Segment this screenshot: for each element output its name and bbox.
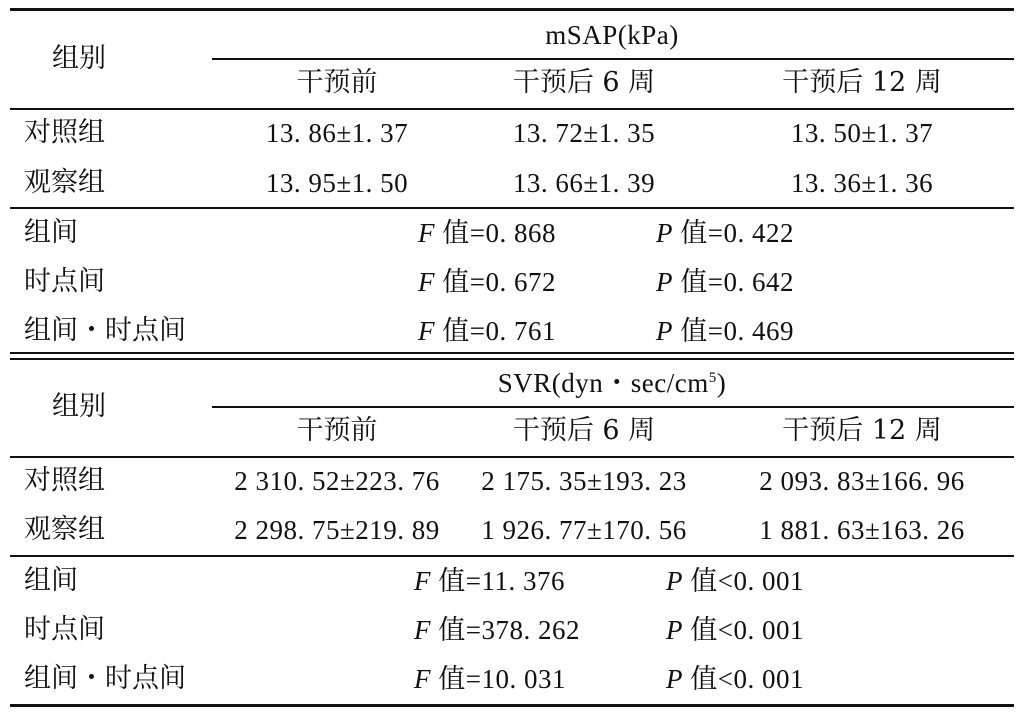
header-bottom-rule [10, 108, 1014, 110]
measure-header-msap: mSAP(kPa) [545, 20, 679, 50]
table-cell: 13. 66±1. 39 [512, 168, 656, 198]
stat-label-time-points: 时点间 [24, 266, 105, 297]
table-cell: 13. 72±1. 35 [512, 118, 656, 148]
stats-top-rule [10, 207, 1014, 209]
table-cell: 2 093. 83±166. 96 [759, 466, 965, 496]
row-label-control: 对照组 [24, 117, 105, 148]
row-label-observation: 观察组 [24, 167, 105, 198]
table-cell: 2 310. 52±223. 76 [234, 466, 440, 496]
p-value: P 值<0. 001 [666, 664, 804, 694]
f-value: F 值=0. 761 [418, 316, 556, 346]
f-value: F 值=11. 376 [414, 566, 565, 596]
header-sub-rule [212, 58, 1014, 60]
stat-label-interaction: 组间・时点间 [24, 663, 186, 694]
section-divider-rule [10, 358, 1014, 360]
stat-label-between-groups: 组间 [24, 565, 78, 596]
table-cell: 13. 86±1. 37 [265, 118, 409, 148]
table-cell: 2 175. 35±193. 23 [481, 466, 687, 496]
f-value: F 值=10. 031 [414, 664, 566, 694]
col-header-pre: 干预前 [296, 415, 378, 446]
p-value: P 值<0. 001 [666, 566, 804, 596]
measure-header-svr: SVR(dyn・$\sec/cm^5$) [497, 368, 727, 398]
table-bottom-rule [10, 704, 1014, 707]
table-cell: 13. 95±1. 50 [265, 168, 409, 198]
p-value: P 值<0. 001 [666, 615, 804, 645]
table-cell: 13. 36±1. 36 [790, 168, 934, 198]
table-top-rule [10, 8, 1014, 11]
f-value: F 值=378. 262 [414, 615, 580, 645]
f-value: F 值=0. 672 [418, 267, 556, 297]
table-cell: 2 298. 75±219. 89 [234, 515, 440, 545]
col-header-pre: 干预前 [296, 67, 378, 98]
stat-label-time-points: 时点间 [24, 614, 105, 645]
col-header-6w: 干预后 6 周 [512, 415, 656, 446]
p-value: P 值=0. 469 [656, 316, 794, 346]
stats-top-rule [10, 555, 1014, 557]
group-header: 组别 [52, 391, 106, 422]
p-value: P 值=0. 642 [656, 267, 794, 297]
header-bottom-rule [10, 456, 1014, 458]
header-sub-rule [212, 406, 1014, 408]
f-value: F 值=0. 868 [418, 218, 556, 248]
table-cell: 1 926. 77±170. 56 [481, 515, 687, 545]
row-label-control: 对照组 [24, 465, 105, 496]
col-header-12w: 干预后 12 周 [782, 67, 942, 98]
col-header-6w: 干预后 6 周 [512, 67, 656, 98]
group-header: 组别 [52, 43, 106, 74]
stat-label-between-groups: 组间 [24, 217, 78, 248]
stat-label-interaction: 组间・时点间 [24, 315, 186, 346]
section-divider-rule [10, 352, 1014, 354]
col-header-12w: 干预后 12 周 [782, 415, 942, 446]
table-cell: 1 881. 63±163. 26 [759, 515, 965, 545]
p-value: P 值=0. 422 [656, 218, 794, 248]
table-cell: 13. 50±1. 37 [790, 118, 934, 148]
row-label-observation: 观察组 [24, 514, 105, 545]
